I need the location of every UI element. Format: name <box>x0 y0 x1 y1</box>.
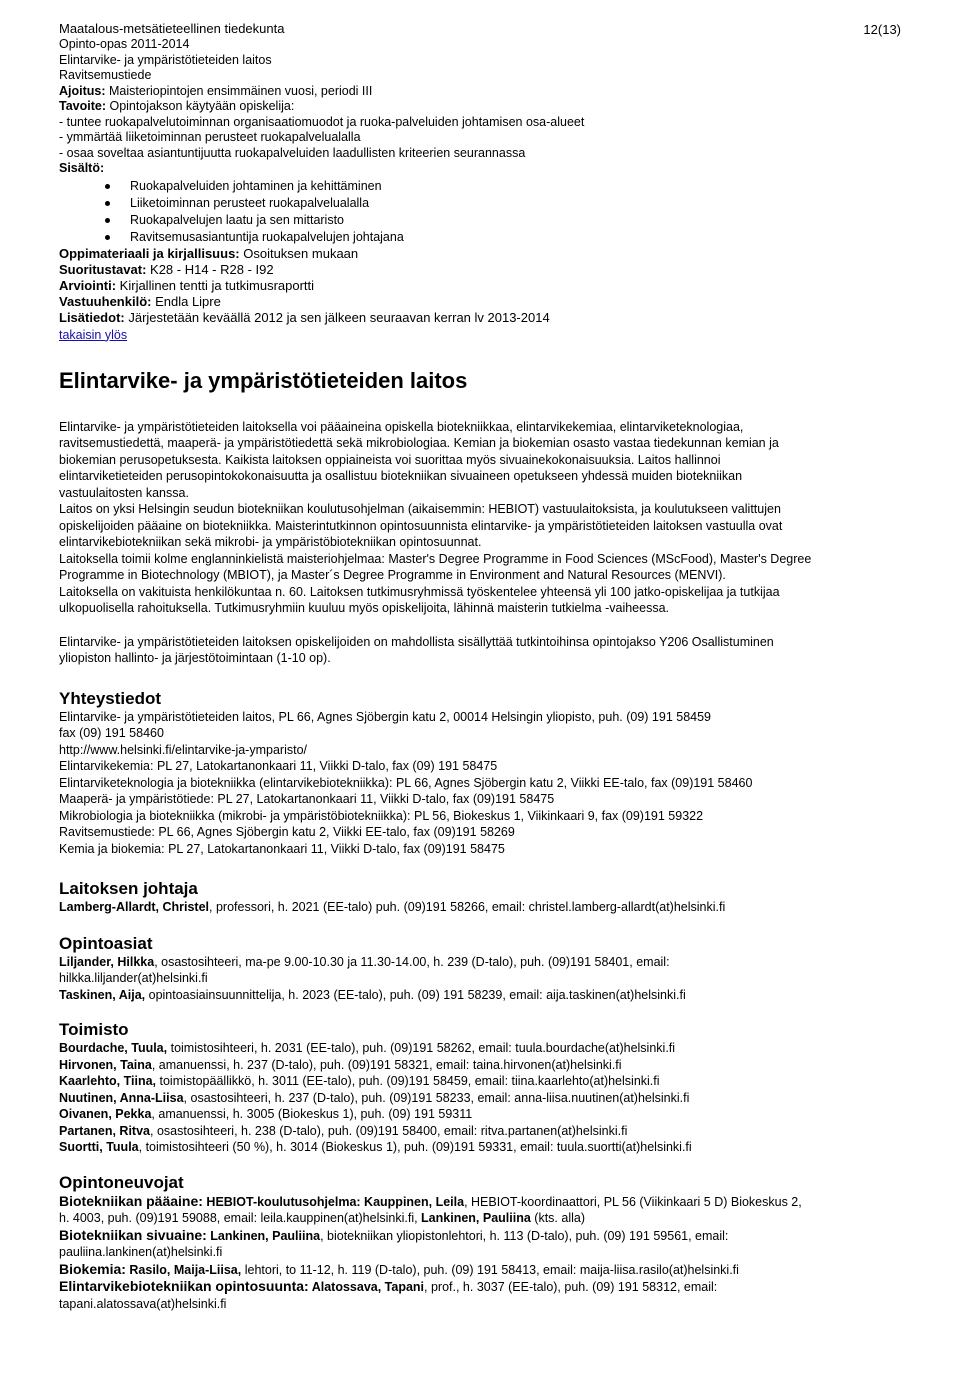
study-advisers-heading: Opintoneuvojat <box>59 1172 184 1192</box>
vastuuhenkilo-label: Vastuuhenkilö: <box>59 293 152 309</box>
contact-line: Maaperä- ja ympäristötiede: PL 27, Latokartanonkaari 11, Viikki D-talo, fax (09)191 58475 <box>59 792 555 806</box>
arviointi-label: Arviointi: <box>59 277 117 293</box>
document-page <box>59 21 909 1312</box>
text-line: elintarvikebiotekniikan sekä mikrobi- ja ympäristöbiotekniikan opintosuunnat. <box>59 535 482 549</box>
study-affairs-line <box>59 954 909 971</box>
contacts-list <box>59 709 909 858</box>
person-name: Partanen, Ritva <box>59 1123 151 1138</box>
department-name: Elintarvike- ja ympäristötieteiden laitos <box>59 52 272 67</box>
study-affairs-heading: Opintoasiat <box>59 933 153 953</box>
ajoitus-label: Ajoitus: <box>59 83 106 98</box>
faculty-name: Maatalous-metsätieteellinen tiedekunta <box>59 21 285 36</box>
contact-line: fax (09) 191 58460 <box>59 726 164 740</box>
head-of-department-line <box>59 899 909 916</box>
office-person <box>59 1106 909 1123</box>
person-name: Hirvonen, Taina <box>59 1057 152 1072</box>
adviser-line: pauliina.lankinen(at)helsinki.fi <box>59 1245 223 1259</box>
page-number: 12(13) <box>863 22 901 37</box>
person-details: , osastosihteeri, h. 238 (D-talo), puh. (09)191 58400, email: ritva.partanen(at)helsinki.fi <box>150 1123 628 1138</box>
person-name: Nuutinen, Anna-Liisa <box>59 1090 184 1105</box>
person-name: Bourdache, Tuula, <box>59 1041 168 1055</box>
adviser-line <box>59 1227 909 1245</box>
role-label: Elintarvikebiotekniikan opintosuunta: <box>59 1278 309 1294</box>
office-person <box>59 1123 909 1140</box>
contacts-heading: Yhteystiedot <box>59 688 162 708</box>
person-name: Lankinen, Pauliina <box>417 1211 531 1225</box>
text-line: ulkopuolisella rahoituksella. Tutkimusryhmiin kuuluu myös opiskelijoita, lähinnä maisterin tutkielma -vaiheessa. <box>59 601 670 615</box>
study-affairs-line: hilkka.liljander(at)helsinki.fi <box>59 971 208 985</box>
office-heading: Toimisto <box>59 1020 129 1039</box>
contact-line: Ravitsemustiede: PL 66, Agnes Sjöbergin katu 2, Viikki EE-talo, fax (09)191 58269 <box>59 825 515 839</box>
adviser-line <box>59 1210 909 1227</box>
contact-line: Elintarvikekemia: PL 27, Latokartanonkaari 11, Viikki D-talo, fax (09) 191 58475 <box>59 759 498 773</box>
person-name: Kaarlehto, Tiina, <box>59 1074 157 1088</box>
office-person <box>59 1040 909 1057</box>
person-name: Suortti, Tuula <box>59 1140 139 1154</box>
arviointi-value: Kirjallinen tentti ja tutkimusraportti <box>116 277 315 293</box>
list-item: Ravitsemusasiantuntija ruokapalvelujen johtajana <box>59 229 909 246</box>
head-of-department-heading: Laitoksen johtaja <box>59 879 198 898</box>
contact-line: Kemia ja biokemia: PL 27, Latokartanonkaari 11, Viikki D-talo, fax (09)191 58475 <box>59 841 505 856</box>
contact-line: Elintarvike- ja ympäristötieteiden laitos, PL 66, Agnes Sjöbergin katu 2, 00014 Helsingin yliopisto, puh. (09) 191 58459 <box>59 709 712 724</box>
person-details: , biotekniikan yliopistonlehtori, h. 113 (D-talo), puh. (09) 191 59561, email: <box>320 1228 729 1243</box>
list-item: Liiketoiminnan perusteet ruokapalvelualalla <box>59 195 909 212</box>
text-line: vastuulaitosten kanssa. <box>59 485 189 500</box>
department-heading: Elintarvike- ja ympäristötieteiden laitos <box>59 367 468 393</box>
oppimateriaali-value: Osoituksen mukaan <box>239 245 359 261</box>
oppimateriaali-label: Oppimateriaali ja kirjallisuus: <box>59 245 240 261</box>
vastuuhenkilo-value: Endla Lipre <box>151 293 221 309</box>
office-person <box>59 1073 909 1090</box>
tavoite-value: Opintojakson käytyään opiskelija: <box>106 99 295 113</box>
goal-item: - osaa soveltaa asiantuntijuutta ruokapalveluiden laadullisten kriteerien seurannassa <box>59 145 526 160</box>
person-details: lehtori, to 11-12, h. 119 (D-talo), puh. (09) 191 58413, email: maija-liisa.rasilo(at)helsinki.fi <box>241 1262 739 1277</box>
text-line: Laitos on yksi Helsingin seudun biotekniikan koulutusohjelman (aikaisemmin: HEBIOT) vastuulaitoksista, ja koulutukseen valittujen <box>59 502 781 516</box>
office-person <box>59 1139 909 1156</box>
person-name: Alatossava, Tapani <box>308 1280 425 1294</box>
adviser-line <box>59 1261 909 1279</box>
person-details: , amanuenssi, h. 3005 (Biokeskus 1), puh. (09) 191 59311 <box>151 1107 473 1121</box>
person-name: Oivanen, Pekka <box>59 1107 152 1121</box>
lisatiedot-value: Järjestetään keväällä 2012 ja sen jälkeen seuraavan kerran lv 2013-2014 <box>124 309 550 325</box>
person-details: , HEBIOT-koordinaattori, PL 56 (Viikinkaari 5 D) Biokeskus 2, <box>464 1194 802 1209</box>
person-details: toimistosihteeri, h. 2031 (EE-talo), puh. (09)191 58262, email: tuula.bourdache(at)helsinki.fi <box>167 1041 676 1055</box>
role-label: Biokemia: <box>59 1260 126 1277</box>
subject-name: Ravitsemustiede <box>59 68 152 82</box>
text-line: opiskelijoiden pääaine on biotekniikka. Maisterintutkinnon opintosuunnista elintarvike- ja ympäristötieteiden laitoksen vastuulla ovat <box>59 518 783 533</box>
contact-line: http://www.helsinki.fi/elintarvike-ja-ymparisto/ <box>59 742 307 757</box>
role-label: Biotekniikan pääaine: <box>59 1192 203 1209</box>
text-line: Laitoksella toimii kolme englanninkielistä maisteriohjelmaa: Master's Degree Programme in Food Sciences (MScFood), Master's Degree <box>59 551 812 566</box>
goal-item: - tuntee ruokapalvelutoiminnan organisaatiomuodot ja ruoka-palveluiden johtamisen osa-alueet <box>59 114 585 129</box>
text-line: elintarviketieteiden perusopintokokonaisuutta ja osallistuu biotekniikan sivuaineen opetukseen yhdessä muiden biotekniikan <box>59 469 743 483</box>
contents-list <box>59 178 909 246</box>
office-person <box>59 1057 909 1074</box>
list-item: Ruokapalvelujen laatu ja sen mittaristo <box>59 212 909 229</box>
sisalto-label: Sisältö: <box>59 161 105 175</box>
adviser-line: tapani.alatossava(at)helsinki.fi <box>59 1296 227 1311</box>
suoritustavat-value: K28 - H14 - R28 - I92 <box>146 261 274 277</box>
text-line: yliopiston hallinto- ja järjestötoimintaan (1-10 op). <box>59 651 331 665</box>
office-person <box>59 1090 909 1107</box>
person-details: toimistopäällikkö, h. 3011 (EE-talo), puh. (09)191 58459, email: tiina.kaarlehto(at)helsinki.fi <box>156 1074 660 1088</box>
person-details: , osastosihteeri, h. 237 (D-talo), puh. (09)191 58233, email: anna-liisa.nuutinen(at)helsinki.fi <box>183 1090 690 1105</box>
tavoite-row <box>59 99 909 115</box>
person-name: Taskinen, Aija, <box>59 987 146 1002</box>
tavoite-label: Tavoite: <box>59 99 106 113</box>
department-description <box>59 419 909 617</box>
course-inclusion-note <box>59 634 909 667</box>
text-line: biokemian perusopetuksesta. Kaikista laitoksen oppiaineista voi suorittaa myös sivuainekokonaisuuksia. Laitos hallinnoi <box>59 452 721 467</box>
suoritustavat-label: Suoritustavat: <box>59 261 147 277</box>
goal-item: - ymmärtää liiketoiminnan perusteet ruokapalvelualalla <box>59 130 361 144</box>
vastuuhenkilo-row <box>59 294 909 310</box>
text-line: Elintarvike- ja ympäristötieteiden laitoksella voi pääaineina opiskella biotekniikkaa, elintarvikekemiaa, elintarviketeknologiaa, <box>59 419 744 434</box>
person-name: Lankinen, Pauliina <box>206 1228 321 1243</box>
text-line: Laitoksella on vakituista henkilökuntaa n. 60. Laitoksen tutkimusryhmissä työskentelee yhteensä yli 100 jatko-opiskelijaa ja tutkijaa <box>59 584 780 599</box>
person-name: HEBIOT-koulutusohjelma: Kauppinen, Leila <box>202 1194 465 1209</box>
list-item: Ruokapalveluiden johtaminen ja kehittäminen <box>59 178 909 195</box>
adviser-line <box>59 1278 909 1296</box>
person-name: Lamberg-Allardt, Christel <box>59 900 210 914</box>
person-details: , toimistosihteeri (50 %), h. 3014 (Biokeskus 1), puh. (09)191 59331, email: tuula.suortti(at)helsinki.fi <box>138 1140 692 1154</box>
person-details: opintoasiainsuunnittelija, h. 2023 (EE-talo), puh. (09) 191 58239, email: aija.taskinen(at)helsinki.fi <box>145 987 686 1002</box>
study-affairs-line <box>59 987 909 1004</box>
contact-line: Elintarviketeknologia ja biotekniikka (elintarvikebiotekniikka): PL 66, Agnes Sjöbergin katu 2, Viikki EE-talo, fax (09)191 58460 <box>59 775 753 790</box>
lisatiedot-label: Lisätiedot: <box>59 309 125 325</box>
ajoitus-row <box>59 84 909 100</box>
arviointi-row <box>59 278 909 294</box>
suoritustavat-row <box>59 262 909 278</box>
person-details: h. 4003, puh. (09)191 59088, email: leila.kauppinen(at)helsinki.fi, <box>59 1211 418 1225</box>
contact-line: Mikrobiologia ja biotekniikka (mikrobi- ja ympäristöbiotekniikka): PL 56, Biokeskus 1, Viikinkaari 9, fax (09)191 59322 <box>59 808 704 823</box>
text-line: Programme in Biotechnology (MBIOT), ja Master´s Degree Programme in Environment and Natural Resources (MENVI). <box>59 568 726 582</box>
person-name: Rasilo, Maija-Liisa, <box>125 1262 242 1277</box>
sisalto-row <box>59 161 909 177</box>
ajoitus-value: Maisteriopintojen ensimmäinen vuosi, periodi III <box>105 83 373 98</box>
lisatiedot-row <box>59 310 909 326</box>
person-details: , amanuenssi, h. 237 (D-talo), puh. (09)191 58321, email: taina.hirvonen(at)helsinki.fi <box>151 1057 622 1072</box>
person-details: , osastosihteeri, ma-pe 9.00-10.30 ja 11.30-14.00, h. 239 (D-talo), puh. (09)191 58401, email: <box>154 954 670 969</box>
text-line: ravitsemustiedettä, maaperä- ja ympäristötiedettä sekä mikrobiologiaa. Kemian ja biokemian osasto vastaa tiedekunnan kemian ja <box>59 436 779 450</box>
study-guide-title: Opinto-opas 2011-2014 <box>59 37 190 51</box>
text-line: Elintarvike- ja ympäristötieteiden laitoksen opiskelijoiden on mahdollista sisällyttää tutkintoihinsa opintojakso Y206 Osallistuminen <box>59 634 774 649</box>
adviser-line <box>59 1193 909 1211</box>
role-label: Biotekniikan sivuaine: <box>59 1226 207 1243</box>
person-name: Liljander, Hilkka <box>59 954 155 969</box>
oppimateriaali-row <box>59 246 909 262</box>
person-details: (kts. alla) <box>530 1211 585 1225</box>
back-to-top-link[interactable]: takaisin ylös <box>59 327 128 342</box>
person-details: , professori, h. 2021 (EE-talo) puh. (09)191 58266, email: christel.lamberg-allardt(at)helsinki.fi <box>209 900 726 914</box>
person-details: , prof., h. 3037 (EE-talo), puh. (09) 191 58312, email: <box>424 1280 718 1294</box>
